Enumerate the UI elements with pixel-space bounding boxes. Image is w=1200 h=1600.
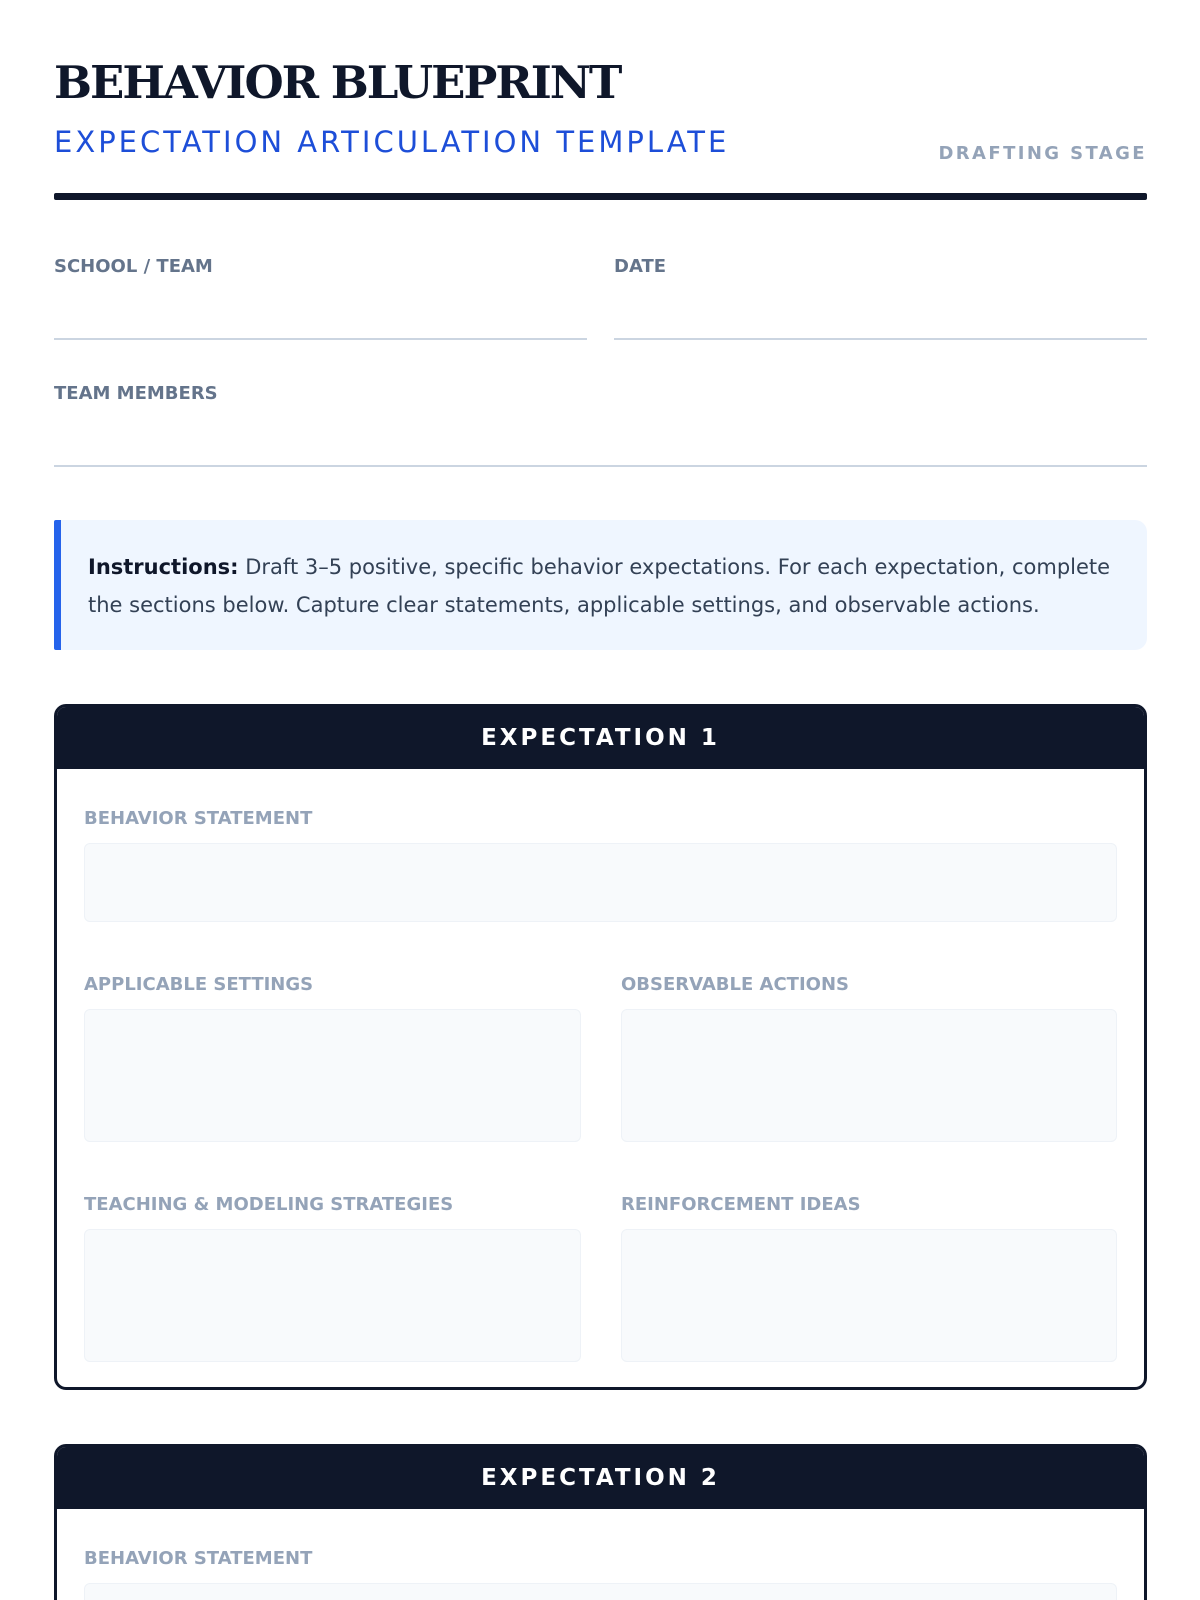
reinforcement-ideas-input[interactable] — [621, 1229, 1117, 1362]
expectation-1-header: EXPECTATION 1 — [57, 707, 1144, 769]
page-subtitle: EXPECTATION ARTICULATION TEMPLATE — [54, 125, 730, 159]
observable-actions-input[interactable] — [621, 1009, 1117, 1142]
team-members-field[interactable] — [54, 465, 1147, 467]
applicable-settings-input[interactable] — [84, 1009, 581, 1142]
header-rule — [54, 193, 1147, 200]
teaching-modeling-input[interactable] — [84, 1229, 581, 1362]
applicable-settings-label: APPLICABLE SETTINGS — [84, 974, 314, 995]
date-field[interactable] — [614, 338, 1147, 340]
page-title: BEHAVIOR BLUEPRINT — [54, 56, 621, 109]
team-members-label: TEAM MEMBERS — [54, 383, 218, 404]
teaching-modeling-label: TEACHING & MODELING STRATEGIES — [84, 1194, 454, 1215]
expectation-card-1 — [54, 704, 1147, 1390]
date-label: DATE — [614, 256, 667, 277]
instructions-text: Draft 3–5 positive, specific behavior expectations. For each expectation, complete the sections below. Capture clear statements, applicable settings, and observable actions. — [88, 555, 1111, 617]
behavior-statement-label: BEHAVIOR STATEMENT — [84, 1548, 313, 1569]
instructions-lead: Instructions: — [88, 555, 239, 579]
expectation-card-2 — [54, 1444, 1147, 1600]
school-team-field[interactable] — [54, 338, 587, 340]
reinforcement-ideas-label: REINFORCEMENT IDEAS — [621, 1194, 861, 1215]
school-team-label: SCHOOL / TEAM — [54, 256, 213, 277]
behavior-statement-input[interactable] — [84, 1583, 1117, 1600]
expectation-2-header: EXPECTATION 2 — [57, 1447, 1144, 1509]
behavior-statement-label: BEHAVIOR STATEMENT — [84, 808, 313, 829]
observable-actions-label: OBSERVABLE ACTIONS — [621, 974, 849, 995]
stage-badge: DRAFTING STAGE — [938, 143, 1147, 164]
behavior-statement-input[interactable] — [84, 843, 1117, 922]
instructions-callout — [54, 520, 1147, 650]
